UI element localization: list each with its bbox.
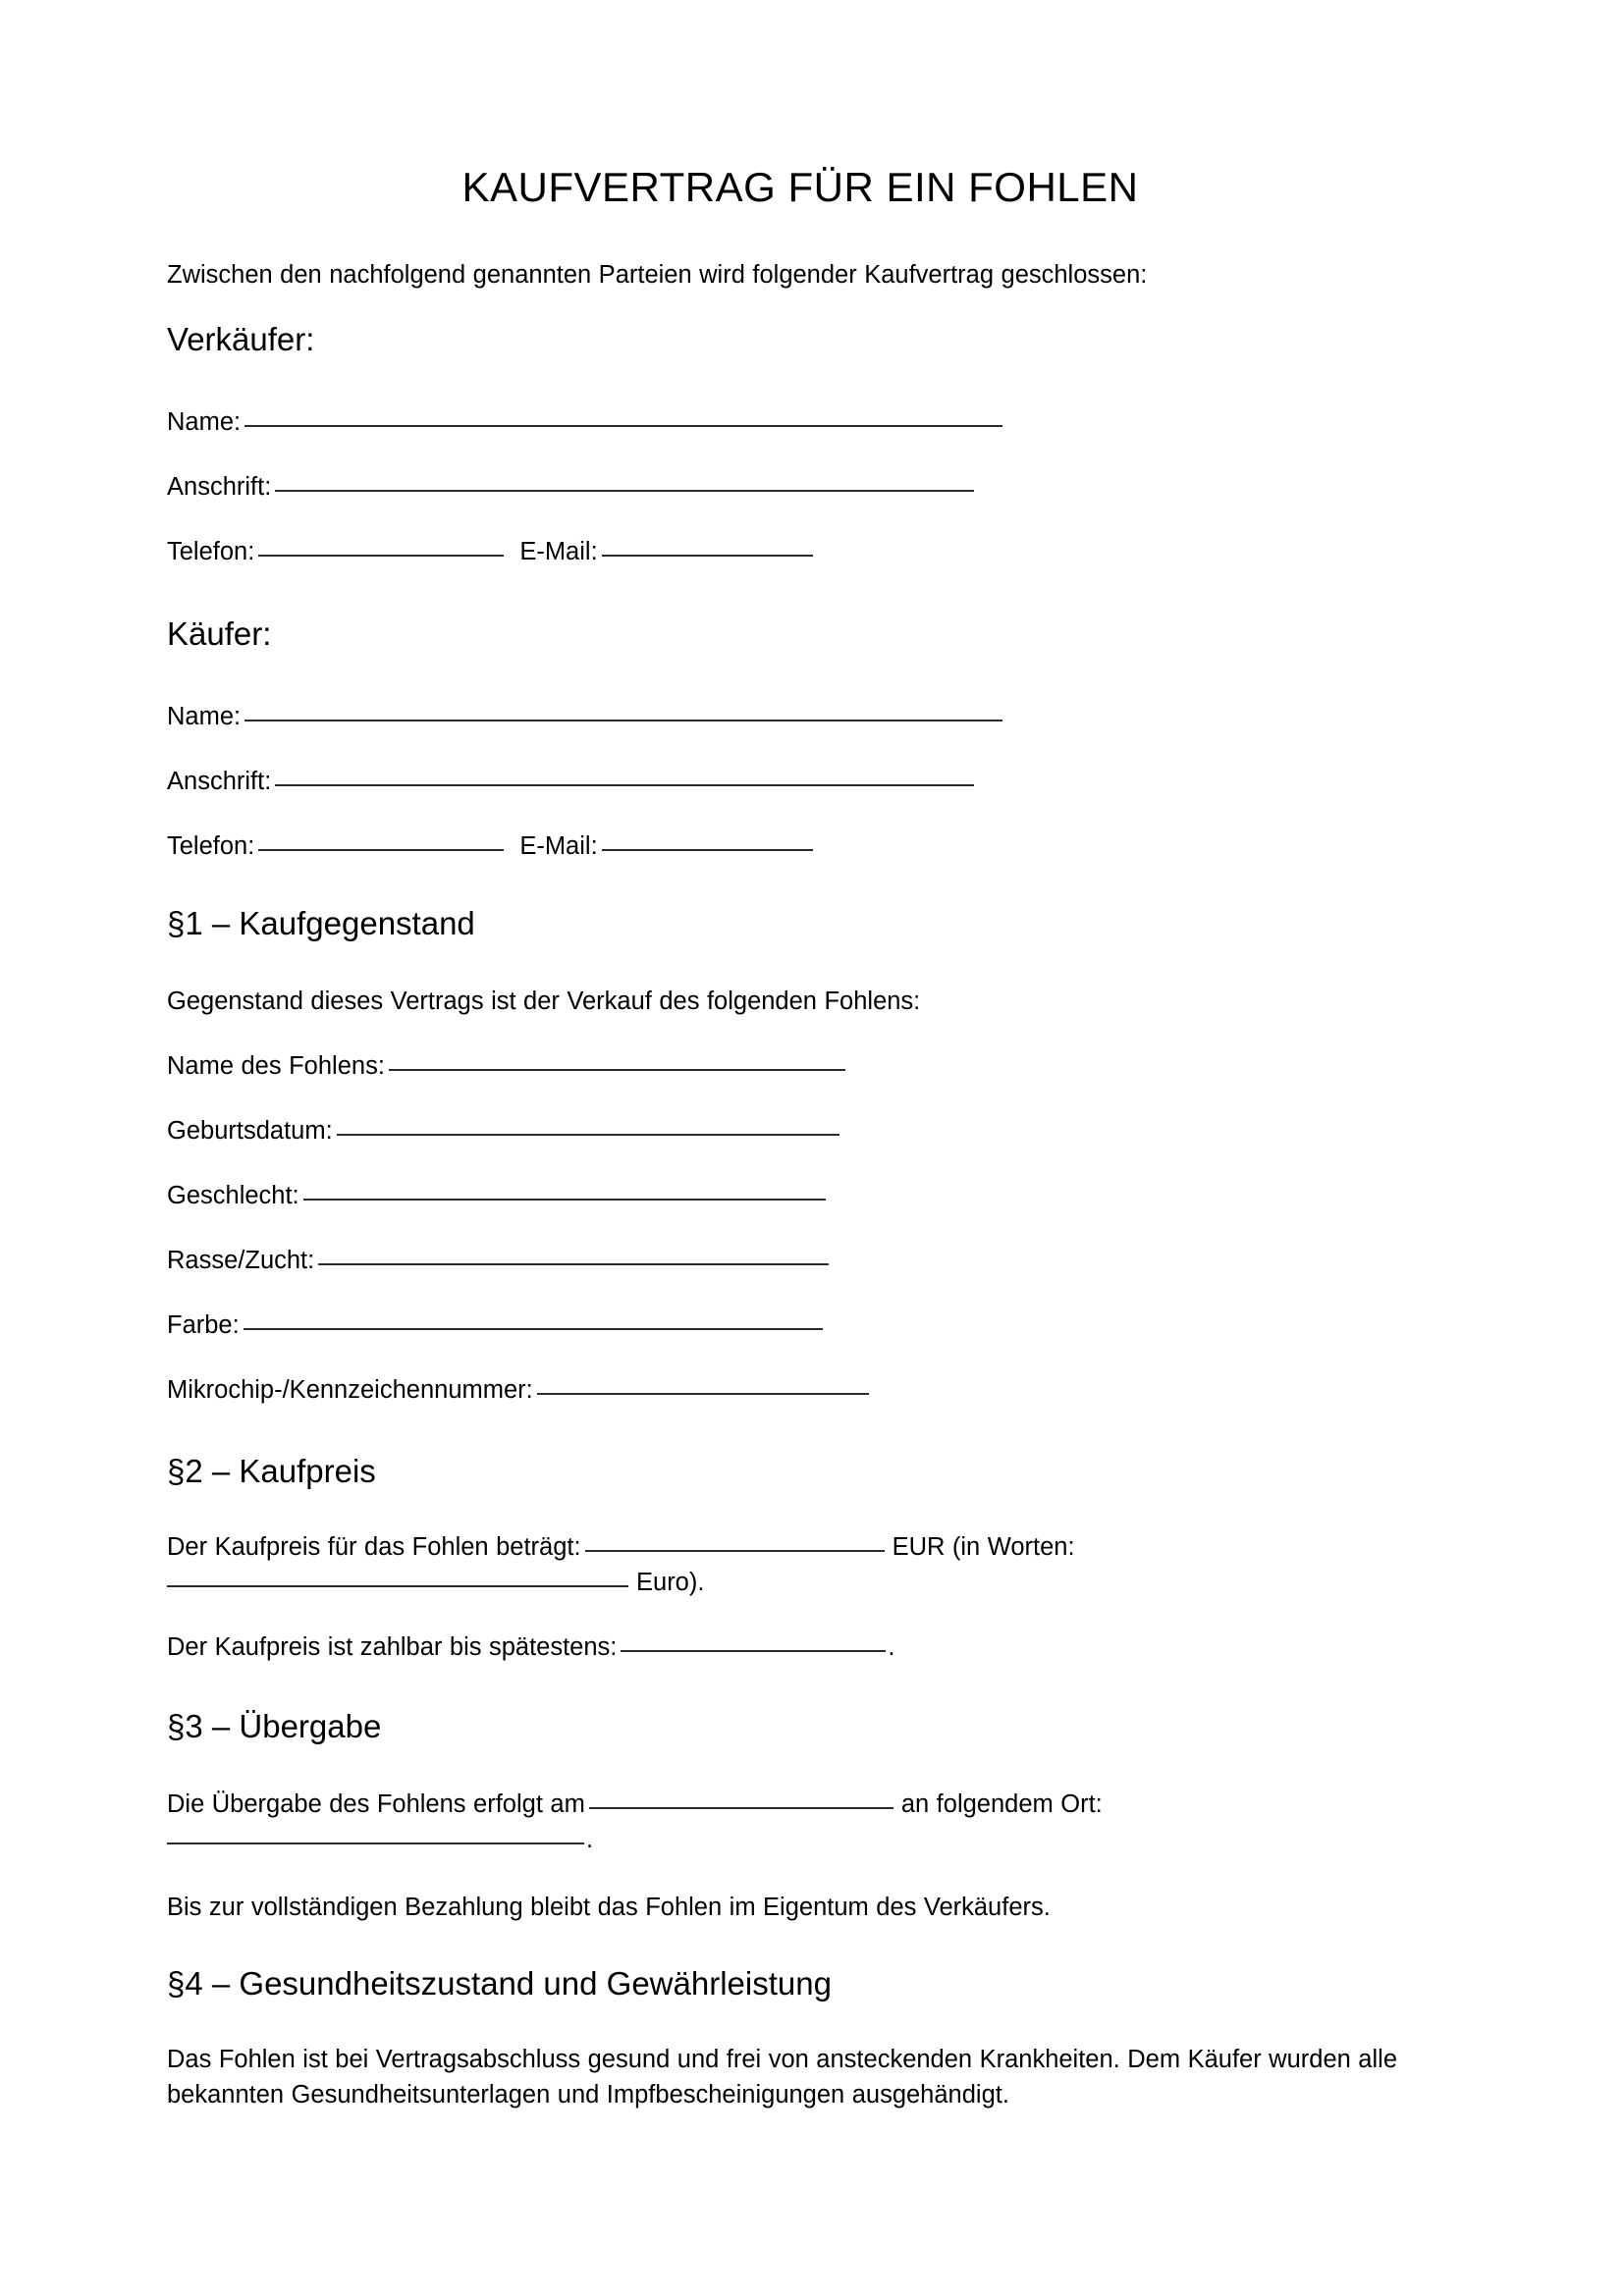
seller-phone-label: Telefon: xyxy=(167,538,255,565)
payment-due-suffix: . xyxy=(888,1633,895,1661)
foal-birthdate-input[interactable] xyxy=(337,1134,839,1136)
intro-paragraph: Zwischen den nachfolgend genannten Parteien wird folgender Kaufvertrag geschlossen: xyxy=(167,261,1148,289)
foal-color-input[interactable] xyxy=(244,1328,823,1330)
foal-color-label: Farbe: xyxy=(167,1311,240,1339)
handover-row xyxy=(167,1787,1434,1822)
foal-sex-row xyxy=(167,1178,828,1213)
buyer-phone-input[interactable] xyxy=(258,849,504,851)
handover-place-label: an folgendem Ort: xyxy=(900,1790,1103,1818)
handover-label: Die Übergabe des Fohlens erfolgt am xyxy=(167,1790,585,1818)
section-1-heading: §1 – Kaufgegenstand xyxy=(167,905,475,941)
buyer-contact-row xyxy=(167,828,815,864)
foal-name-row xyxy=(167,1048,847,1084)
purchase-price-label: Der Kaufpreis für das Fohlen beträgt: xyxy=(167,1533,581,1561)
handover-date-input[interactable] xyxy=(589,1807,893,1809)
seller-contact-row xyxy=(167,534,815,569)
foal-breed-row xyxy=(167,1243,831,1278)
purchase-price-row xyxy=(167,1529,1434,1565)
seller-address-input[interactable] xyxy=(275,490,974,492)
buyer-email-label: E-Mail: xyxy=(519,832,598,860)
foal-breed-input[interactable] xyxy=(318,1263,829,1265)
foal-color-row xyxy=(167,1308,825,1343)
buyer-address-label: Anschrift: xyxy=(167,768,272,795)
section-1-intro: Gegenstand dieses Vertrags ist der Verkauf des folgenden Fohlens: xyxy=(167,988,921,1015)
section-4-heading: §4 – Gesundheitszustand und Gewährleistung xyxy=(167,1965,832,2002)
buyer-email-input[interactable] xyxy=(602,849,813,851)
retention-of-title-paragraph: Bis zur vollständigen Bezahlung bleibt das Fohlen im Eigentum des Verkäufers. xyxy=(167,1894,1051,1921)
page-title: KAUFVERTRAG FÜR EIN FOHLEN xyxy=(461,164,1139,210)
buyer-name-row xyxy=(167,699,1004,734)
foal-sex-label: Geschlecht: xyxy=(167,1182,299,1209)
seller-email-label: E-Mail: xyxy=(519,538,598,565)
seller-name-input[interactable] xyxy=(244,425,1002,427)
payment-due-label: Der Kaufpreis ist zahlbar bis spätestens: xyxy=(167,1633,618,1661)
seller-address-label: Anschrift: xyxy=(167,473,272,501)
buyer-name-label: Name: xyxy=(167,703,242,730)
buyer-address-input[interactable] xyxy=(275,784,974,786)
foal-microchip-input[interactable] xyxy=(537,1393,869,1395)
purchase-price-words-suffix: Euro). xyxy=(636,1569,705,1596)
foal-birthdate-row xyxy=(167,1113,841,1148)
foal-sex-input[interactable] xyxy=(303,1199,826,1201)
foal-microchip-row xyxy=(167,1372,871,1408)
section-2-heading: §2 – Kaufpreis xyxy=(167,1453,376,1489)
buyer-name-input[interactable] xyxy=(244,720,1002,721)
purchase-price-currency-label: EUR (in Worten: xyxy=(892,1533,1075,1561)
payment-due-row xyxy=(167,1629,894,1665)
seller-name-row xyxy=(167,404,1004,440)
foal-name-label: Name des Fohlens: xyxy=(167,1052,385,1080)
seller-name-label: Name: xyxy=(167,408,242,436)
section-4-paragraph: Das Fohlen ist bei Vertragsabschluss gesund und frei von ansteckenden Krankheiten. Dem Käufer wurden alle bekannten Gesundheitsunterlagen und Impfbescheinigungen ausgehändigt. xyxy=(167,2046,1397,2109)
purchase-price-words-input[interactable] xyxy=(167,1585,628,1587)
seller-address-row xyxy=(167,469,976,505)
seller-phone-input[interactable] xyxy=(258,555,504,557)
handover-suffix: . xyxy=(586,1826,594,1853)
purchase-price-input[interactable] xyxy=(585,1550,885,1552)
payment-due-input[interactable] xyxy=(621,1650,886,1652)
buyer-phone-label: Telefon: xyxy=(167,832,255,860)
seller-heading: Verkäufer: xyxy=(167,321,315,357)
purchase-price-words-row xyxy=(167,1565,1434,1600)
handover-place-row xyxy=(167,1822,1434,1857)
foal-microchip-label: Mikrochip-/Kennzeichennummer: xyxy=(167,1376,533,1404)
foal-breed-label: Rasse/Zucht: xyxy=(167,1247,315,1274)
seller-email-input[interactable] xyxy=(602,555,813,557)
foal-name-input[interactable] xyxy=(389,1069,845,1071)
buyer-address-row xyxy=(167,764,976,799)
buyer-heading: Käufer: xyxy=(167,615,272,652)
foal-birthdate-label: Geburtsdatum: xyxy=(167,1117,333,1145)
handover-place-input[interactable] xyxy=(167,1842,584,1844)
section-3-heading: §3 – Übergabe xyxy=(167,1708,382,1744)
